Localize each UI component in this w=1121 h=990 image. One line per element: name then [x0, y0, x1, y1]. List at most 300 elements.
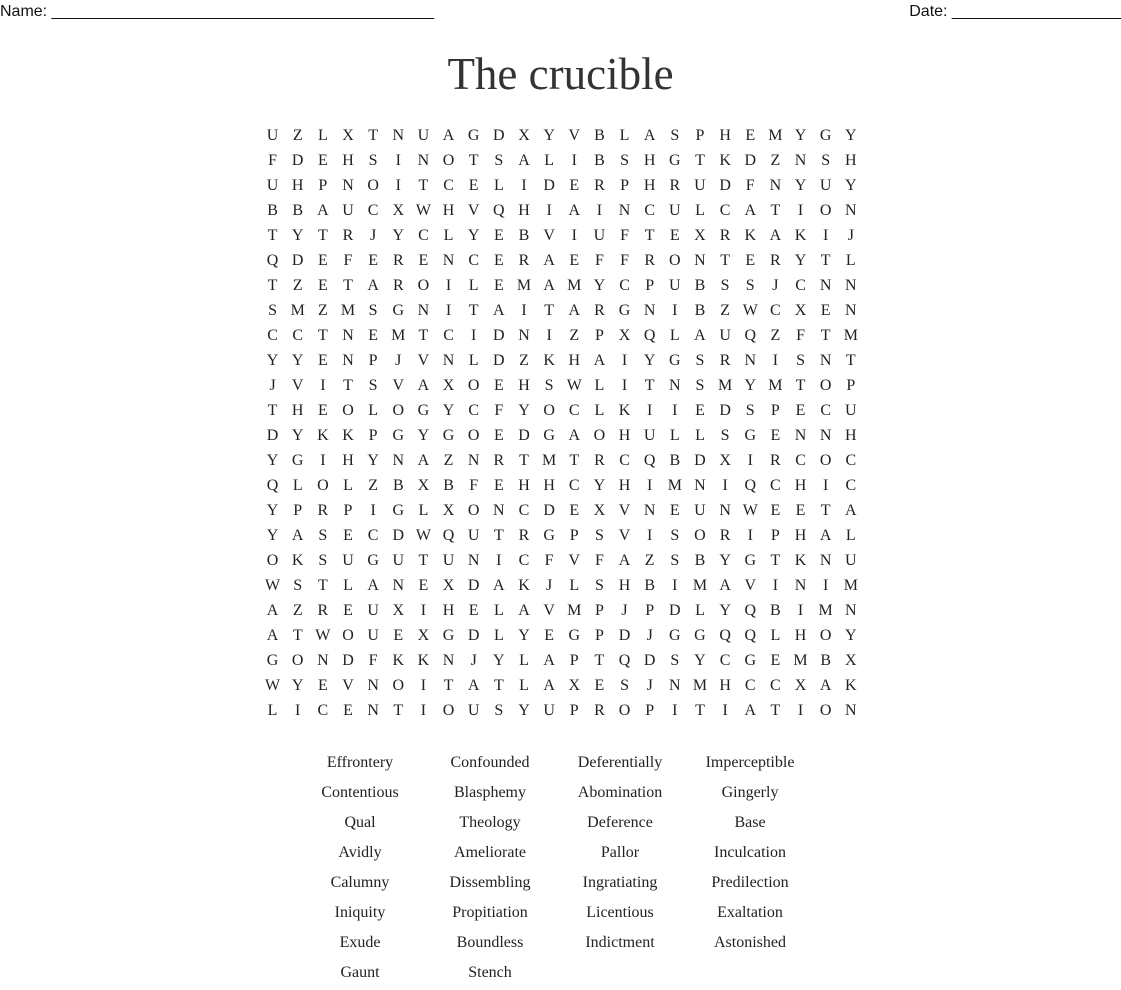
- grid-letter[interactable]: T: [343, 277, 353, 294]
- grid-letter[interactable]: O: [819, 202, 832, 219]
- grid-letter[interactable]: I: [772, 352, 779, 369]
- grid-letter[interactable]: E: [343, 702, 353, 719]
- grid-letter[interactable]: M: [818, 602, 833, 619]
- grid-letter[interactable]: I: [772, 577, 779, 594]
- grid-letter[interactable]: I: [295, 702, 301, 719]
- grid-letter[interactable]: A: [367, 577, 379, 594]
- grid-letter[interactable]: G: [744, 427, 757, 444]
- grid-letter[interactable]: S: [745, 277, 755, 294]
- grid-letter[interactable]: U: [543, 702, 555, 719]
- grid-letter[interactable]: H: [643, 177, 656, 194]
- grid-letter[interactable]: S: [368, 152, 378, 169]
- grid-letter[interactable]: B: [694, 552, 706, 569]
- grid-letter[interactable]: S: [494, 152, 504, 169]
- grid-letter[interactable]: H: [618, 577, 631, 594]
- grid-letter[interactable]: E: [795, 402, 806, 419]
- grid-letter[interactable]: C: [443, 327, 454, 344]
- grid-letter[interactable]: F: [268, 152, 278, 169]
- grid-letter[interactable]: E: [695, 402, 705, 419]
- grid-letter[interactable]: V: [291, 377, 304, 394]
- grid-letter[interactable]: C: [795, 277, 806, 294]
- grid-letter[interactable]: N: [669, 677, 681, 694]
- grid-letter[interactable]: L: [669, 427, 680, 444]
- grid-letter[interactable]: U: [845, 402, 857, 419]
- grid-letter[interactable]: N: [392, 452, 405, 469]
- grid-letter[interactable]: S: [745, 402, 755, 419]
- grid-letter[interactable]: Y: [845, 627, 857, 644]
- grid-letter[interactable]: N: [794, 577, 807, 594]
- grid-letter[interactable]: O: [342, 402, 354, 419]
- grid-letter[interactable]: X: [392, 202, 405, 219]
- grid-letter[interactable]: Q: [618, 652, 631, 669]
- grid-letter[interactable]: A: [568, 202, 581, 219]
- grid-letter[interactable]: Q: [266, 252, 279, 269]
- grid-letter[interactable]: J: [847, 227, 854, 244]
- grid-letter[interactable]: V: [392, 377, 405, 394]
- grid-letter[interactable]: G: [367, 552, 379, 569]
- grid-letter[interactable]: C: [770, 677, 781, 694]
- grid-letter[interactable]: H: [719, 677, 731, 694]
- grid-letter[interactable]: N: [467, 552, 480, 569]
- grid-letter[interactable]: S: [368, 377, 378, 394]
- grid-letter[interactable]: P: [620, 177, 629, 194]
- grid-letter[interactable]: X: [342, 127, 354, 144]
- grid-letter[interactable]: E: [594, 677, 605, 694]
- grid-letter[interactable]: L: [544, 152, 554, 169]
- grid-letter[interactable]: X: [417, 477, 430, 494]
- grid-letter[interactable]: A: [744, 702, 757, 719]
- grid-letter[interactable]: S: [544, 377, 554, 394]
- grid-letter[interactable]: X: [442, 502, 455, 519]
- grid-letter[interactable]: B: [820, 652, 831, 669]
- grid-letter[interactable]: K: [618, 402, 631, 419]
- grid-letter[interactable]: W: [315, 627, 331, 644]
- grid-letter[interactable]: L: [493, 602, 504, 619]
- grid-letter[interactable]: Y: [291, 352, 304, 369]
- grid-letter[interactable]: X: [518, 127, 530, 144]
- grid-letter[interactable]: C: [317, 702, 329, 719]
- grid-letter[interactable]: S: [368, 302, 378, 319]
- grid-letter[interactable]: E: [669, 502, 680, 519]
- grid-letter[interactable]: R: [594, 302, 605, 319]
- grid-letter[interactable]: N: [794, 427, 807, 444]
- grid-letter[interactable]: I: [395, 152, 401, 169]
- grid-letter[interactable]: Y: [518, 627, 530, 644]
- grid-letter[interactable]: L: [317, 127, 328, 144]
- grid-letter[interactable]: R: [719, 227, 731, 244]
- grid-letter[interactable]: H: [518, 377, 530, 394]
- grid-letter[interactable]: Y: [643, 352, 656, 369]
- grid-letter[interactable]: W: [566, 377, 582, 394]
- grid-letter[interactable]: X: [794, 302, 807, 319]
- grid-letter[interactable]: A: [493, 302, 505, 319]
- grid-letter[interactable]: R: [392, 252, 404, 269]
- grid-letter[interactable]: A: [417, 377, 430, 394]
- grid-letter[interactable]: P: [695, 127, 705, 144]
- grid-letter[interactable]: E: [544, 627, 554, 644]
- grid-letter[interactable]: G: [392, 502, 405, 519]
- grid-letter[interactable]: Z: [720, 302, 730, 319]
- grid-letter[interactable]: E: [569, 177, 580, 194]
- grid-letter[interactable]: R: [518, 527, 530, 544]
- grid-letter[interactable]: T: [267, 402, 278, 419]
- grid-letter[interactable]: I: [797, 702, 804, 719]
- grid-letter[interactable]: C: [267, 327, 278, 344]
- grid-letter[interactable]: O: [392, 402, 405, 419]
- grid-letter[interactable]: T: [820, 327, 831, 344]
- grid-letter[interactable]: N: [367, 677, 379, 694]
- grid-letter[interactable]: I: [722, 477, 728, 494]
- grid-letter[interactable]: P: [594, 327, 604, 344]
- grid-letter[interactable]: M: [717, 377, 733, 394]
- grid-letter[interactable]: P: [645, 277, 655, 294]
- grid-letter[interactable]: T: [343, 377, 353, 394]
- grid-letter[interactable]: H: [719, 127, 731, 144]
- grid-letter[interactable]: I: [722, 702, 728, 719]
- grid-letter[interactable]: Y: [694, 652, 706, 669]
- grid-letter[interactable]: V: [543, 602, 555, 619]
- grid-letter[interactable]: I: [521, 177, 527, 194]
- grid-letter[interactable]: N: [845, 277, 857, 294]
- grid-letter[interactable]: L: [519, 677, 529, 694]
- grid-letter[interactable]: P: [318, 177, 328, 194]
- grid-letter[interactable]: B: [770, 602, 781, 619]
- grid-letter[interactable]: N: [392, 577, 405, 594]
- grid-letter[interactable]: C: [468, 402, 480, 419]
- grid-letter[interactable]: A: [367, 277, 379, 294]
- grid-letter[interactable]: N: [442, 352, 455, 369]
- grid-letter[interactable]: O: [593, 427, 606, 444]
- grid-letter[interactable]: I: [445, 302, 452, 319]
- grid-letter[interactable]: D: [694, 452, 706, 469]
- grid-letter[interactable]: T: [443, 677, 454, 694]
- grid-letter[interactable]: I: [546, 327, 552, 344]
- grid-letter[interactable]: L: [343, 577, 353, 594]
- grid-letter[interactable]: Y: [392, 227, 405, 244]
- grid-letter[interactable]: L: [669, 327, 680, 344]
- grid-letter[interactable]: I: [823, 227, 829, 244]
- grid-letter[interactable]: T: [368, 127, 379, 144]
- grid-letter[interactable]: C: [845, 452, 857, 469]
- grid-letter[interactable]: E: [493, 477, 504, 494]
- grid-letter[interactable]: O: [342, 627, 354, 644]
- grid-letter[interactable]: E: [317, 252, 328, 269]
- grid-letter[interactable]: T: [317, 227, 328, 244]
- grid-letter[interactable]: T: [845, 352, 856, 369]
- grid-letter[interactable]: N: [317, 652, 329, 669]
- grid-letter[interactable]: H: [618, 427, 631, 444]
- grid-letter[interactable]: O: [392, 677, 405, 694]
- grid-letter[interactable]: V: [618, 502, 631, 519]
- grid-letter[interactable]: T: [317, 327, 328, 344]
- grid-letter[interactable]: Y: [518, 402, 530, 419]
- grid-letter[interactable]: C: [418, 227, 429, 244]
- grid-letter[interactable]: M: [843, 327, 858, 344]
- grid-letter[interactable]: A: [266, 602, 279, 619]
- grid-letter[interactable]: Y: [794, 252, 807, 269]
- grid-letter[interactable]: C: [468, 252, 480, 269]
- grid-letter[interactable]: U: [442, 552, 455, 569]
- grid-letter[interactable]: T: [644, 377, 655, 394]
- grid-letter[interactable]: R: [392, 277, 404, 294]
- grid-letter[interactable]: B: [392, 477, 404, 494]
- grid-letter[interactable]: Y: [266, 452, 279, 469]
- grid-letter[interactable]: M: [542, 452, 557, 469]
- grid-letter[interactable]: R: [518, 252, 530, 269]
- grid-letter[interactable]: K: [719, 152, 731, 169]
- grid-letter[interactable]: E: [468, 602, 479, 619]
- grid-letter[interactable]: Z: [317, 302, 328, 319]
- grid-letter[interactable]: N: [618, 202, 631, 219]
- grid-letter[interactable]: A: [291, 527, 304, 544]
- grid-letter[interactable]: S: [318, 527, 328, 544]
- grid-letter[interactable]: U: [417, 127, 430, 144]
- grid-letter[interactable]: C: [719, 652, 731, 669]
- grid-letter[interactable]: L: [845, 252, 856, 269]
- grid-letter[interactable]: F: [494, 402, 504, 419]
- grid-letter[interactable]: J: [470, 652, 477, 669]
- grid-letter[interactable]: U: [266, 127, 279, 144]
- grid-letter[interactable]: F: [796, 327, 805, 344]
- grid-letter[interactable]: V: [467, 202, 480, 219]
- grid-letter[interactable]: C: [443, 177, 454, 194]
- grid-letter[interactable]: H: [845, 427, 857, 444]
- grid-letter[interactable]: I: [823, 577, 829, 594]
- grid-letter[interactable]: E: [343, 527, 353, 544]
- grid-letter[interactable]: D: [291, 252, 304, 269]
- grid-letter[interactable]: O: [669, 252, 681, 269]
- grid-letter[interactable]: Y: [845, 177, 857, 194]
- grid-letter[interactable]: C: [619, 452, 630, 469]
- grid-letter[interactable]: Y: [794, 127, 807, 144]
- grid-letter[interactable]: E: [770, 652, 781, 669]
- grid-letter[interactable]: T: [594, 652, 605, 669]
- grid-letter[interactable]: F: [745, 177, 755, 194]
- grid-letter[interactable]: I: [395, 177, 401, 194]
- grid-letter[interactable]: A: [442, 127, 455, 144]
- grid-letter[interactable]: D: [669, 602, 681, 619]
- grid-letter[interactable]: B: [694, 277, 706, 294]
- grid-letter[interactable]: V: [543, 227, 555, 244]
- grid-letter[interactable]: F: [594, 552, 604, 569]
- grid-letter[interactable]: T: [544, 302, 554, 319]
- grid-letter[interactable]: S: [494, 702, 504, 719]
- grid-letter[interactable]: U: [367, 602, 379, 619]
- grid-letter[interactable]: E: [770, 502, 781, 519]
- grid-letter[interactable]: N: [442, 652, 455, 669]
- grid-letter[interactable]: Z: [292, 602, 303, 619]
- grid-letter[interactable]: D: [618, 627, 631, 644]
- grid-letter[interactable]: B: [644, 577, 656, 594]
- grid-letter[interactable]: U: [342, 202, 354, 219]
- grid-letter[interactable]: Q: [643, 452, 656, 469]
- grid-letter[interactable]: T: [468, 302, 479, 319]
- grid-letter[interactable]: S: [720, 277, 730, 294]
- grid-letter[interactable]: H: [342, 452, 354, 469]
- grid-letter[interactable]: P: [846, 377, 856, 394]
- grid-letter[interactable]: O: [367, 177, 379, 194]
- grid-letter[interactable]: O: [442, 152, 455, 169]
- grid-letter[interactable]: C: [770, 477, 781, 494]
- grid-letter[interactable]: N: [417, 302, 430, 319]
- grid-letter[interactable]: Z: [770, 327, 781, 344]
- grid-letter[interactable]: I: [797, 602, 804, 619]
- grid-letter[interactable]: N: [493, 502, 505, 519]
- grid-letter[interactable]: Y: [291, 677, 304, 694]
- grid-letter[interactable]: S: [293, 577, 303, 594]
- grid-letter[interactable]: G: [568, 627, 581, 644]
- grid-letter[interactable]: Z: [368, 477, 379, 494]
- grid-letter[interactable]: N: [845, 202, 857, 219]
- grid-letter[interactable]: A: [467, 677, 480, 694]
- grid-letter[interactable]: T: [820, 502, 831, 519]
- grid-letter[interactable]: E: [368, 252, 379, 269]
- grid-letter[interactable]: P: [594, 627, 604, 644]
- grid-letter[interactable]: L: [468, 277, 479, 294]
- grid-letter[interactable]: D: [467, 577, 480, 594]
- grid-letter[interactable]: A: [744, 202, 757, 219]
- grid-letter[interactable]: M: [290, 302, 305, 319]
- grid-letter[interactable]: Q: [442, 527, 455, 544]
- grid-letter[interactable]: T: [418, 177, 429, 194]
- grid-letter[interactable]: I: [521, 302, 527, 319]
- grid-letter[interactable]: N: [669, 377, 681, 394]
- grid-letter[interactable]: Q: [744, 327, 757, 344]
- grid-letter[interactable]: U: [669, 277, 681, 294]
- grid-letter[interactable]: L: [594, 402, 605, 419]
- grid-letter[interactable]: N: [342, 352, 354, 369]
- grid-letter[interactable]: G: [467, 127, 480, 144]
- grid-letter[interactable]: P: [569, 652, 579, 669]
- grid-letter[interactable]: S: [670, 527, 680, 544]
- grid-letter[interactable]: N: [643, 502, 656, 519]
- grid-letter[interactable]: E: [393, 627, 404, 644]
- grid-letter[interactable]: T: [820, 252, 831, 269]
- grid-letter[interactable]: F: [620, 252, 629, 269]
- grid-letter[interactable]: X: [719, 452, 731, 469]
- grid-letter[interactable]: O: [819, 702, 832, 719]
- grid-letter[interactable]: D: [392, 527, 405, 544]
- grid-letter[interactable]: G: [543, 427, 555, 444]
- grid-letter[interactable]: Y: [744, 377, 757, 394]
- grid-letter[interactable]: C: [292, 327, 304, 344]
- grid-letter[interactable]: E: [493, 277, 504, 294]
- grid-letter[interactable]: K: [392, 652, 405, 669]
- grid-letter[interactable]: R: [317, 602, 329, 619]
- grid-letter[interactable]: G: [669, 152, 681, 169]
- grid-letter[interactable]: I: [747, 527, 753, 544]
- grid-letter[interactable]: E: [317, 352, 328, 369]
- grid-letter[interactable]: W: [415, 527, 431, 544]
- grid-letter[interactable]: P: [645, 702, 655, 719]
- grid-letter[interactable]: P: [343, 502, 353, 519]
- grid-letter[interactable]: U: [342, 552, 354, 569]
- grid-letter[interactable]: R: [594, 452, 605, 469]
- grid-letter[interactable]: P: [770, 402, 780, 419]
- grid-letter[interactable]: A: [819, 527, 832, 544]
- grid-letter[interactable]: H: [794, 477, 807, 494]
- grid-letter[interactable]: K: [342, 427, 354, 444]
- grid-letter[interactable]: K: [518, 577, 530, 594]
- grid-letter[interactable]: M: [692, 677, 708, 694]
- grid-letter[interactable]: T: [770, 552, 781, 569]
- grid-letter[interactable]: Z: [519, 352, 529, 369]
- grid-letter[interactable]: E: [795, 502, 806, 519]
- grid-letter[interactable]: H: [442, 602, 455, 619]
- grid-letter[interactable]: A: [266, 627, 279, 644]
- grid-letter[interactable]: J: [269, 377, 276, 394]
- grid-letter[interactable]: C: [367, 202, 379, 219]
- grid-letter[interactable]: N: [845, 702, 857, 719]
- grid-letter[interactable]: K: [317, 427, 329, 444]
- grid-letter[interactable]: L: [267, 702, 278, 719]
- grid-letter[interactable]: B: [267, 202, 278, 219]
- grid-letter[interactable]: D: [266, 427, 279, 444]
- grid-letter[interactable]: H: [518, 477, 530, 494]
- grid-letter[interactable]: U: [367, 627, 379, 644]
- grid-letter[interactable]: G: [669, 627, 681, 644]
- grid-letter[interactable]: F: [544, 552, 554, 569]
- grid-letter[interactable]: T: [644, 227, 655, 244]
- grid-letter[interactable]: C: [744, 677, 756, 694]
- grid-letter[interactable]: E: [569, 252, 580, 269]
- grid-letter[interactable]: L: [292, 477, 303, 494]
- grid-letter[interactable]: T: [720, 252, 730, 269]
- grid-letter[interactable]: Y: [266, 502, 279, 519]
- grid-letter[interactable]: Y: [291, 227, 304, 244]
- grid-letter[interactable]: A: [543, 677, 555, 694]
- grid-letter[interactable]: U: [669, 202, 681, 219]
- grid-letter[interactable]: C: [795, 452, 806, 469]
- grid-letter[interactable]: T: [418, 552, 429, 569]
- grid-letter[interactable]: D: [291, 152, 304, 169]
- grid-letter[interactable]: P: [770, 527, 780, 544]
- grid-letter[interactable]: W: [415, 202, 431, 219]
- grid-letter[interactable]: F: [469, 477, 479, 494]
- grid-letter[interactable]: U: [719, 327, 731, 344]
- grid-letter[interactable]: U: [643, 427, 656, 444]
- grid-letter[interactable]: I: [647, 402, 653, 419]
- grid-letter[interactable]: L: [493, 177, 504, 194]
- grid-letter[interactable]: Y: [442, 402, 455, 419]
- grid-letter[interactable]: F: [368, 652, 378, 669]
- grid-letter[interactable]: Y: [266, 352, 279, 369]
- grid-letter[interactable]: U: [694, 502, 706, 519]
- grid-letter[interactable]: I: [420, 677, 427, 694]
- grid-letter[interactable]: G: [543, 527, 555, 544]
- grid-letter[interactable]: C: [719, 202, 731, 219]
- grid-letter[interactable]: O: [291, 652, 304, 669]
- grid-letter[interactable]: U: [467, 702, 480, 719]
- grid-letter[interactable]: P: [569, 527, 579, 544]
- grid-letter[interactable]: Y: [266, 527, 279, 544]
- grid-letter[interactable]: L: [493, 627, 504, 644]
- grid-letter[interactable]: G: [618, 302, 631, 319]
- grid-letter[interactable]: W: [265, 577, 281, 594]
- grid-letter[interactable]: N: [417, 152, 430, 169]
- grid-letter[interactable]: L: [569, 577, 580, 594]
- grid-letter[interactable]: F: [594, 252, 604, 269]
- grid-letter[interactable]: I: [672, 577, 678, 594]
- grid-letter[interactable]: I: [621, 352, 628, 369]
- grid-letter[interactable]: K: [794, 227, 807, 244]
- grid-letter[interactable]: Y: [543, 127, 555, 144]
- grid-letter[interactable]: Y: [518, 702, 530, 719]
- grid-letter[interactable]: V: [568, 552, 581, 569]
- grid-letter[interactable]: E: [317, 677, 328, 694]
- grid-letter[interactable]: D: [518, 427, 530, 444]
- grid-letter[interactable]: N: [392, 127, 405, 144]
